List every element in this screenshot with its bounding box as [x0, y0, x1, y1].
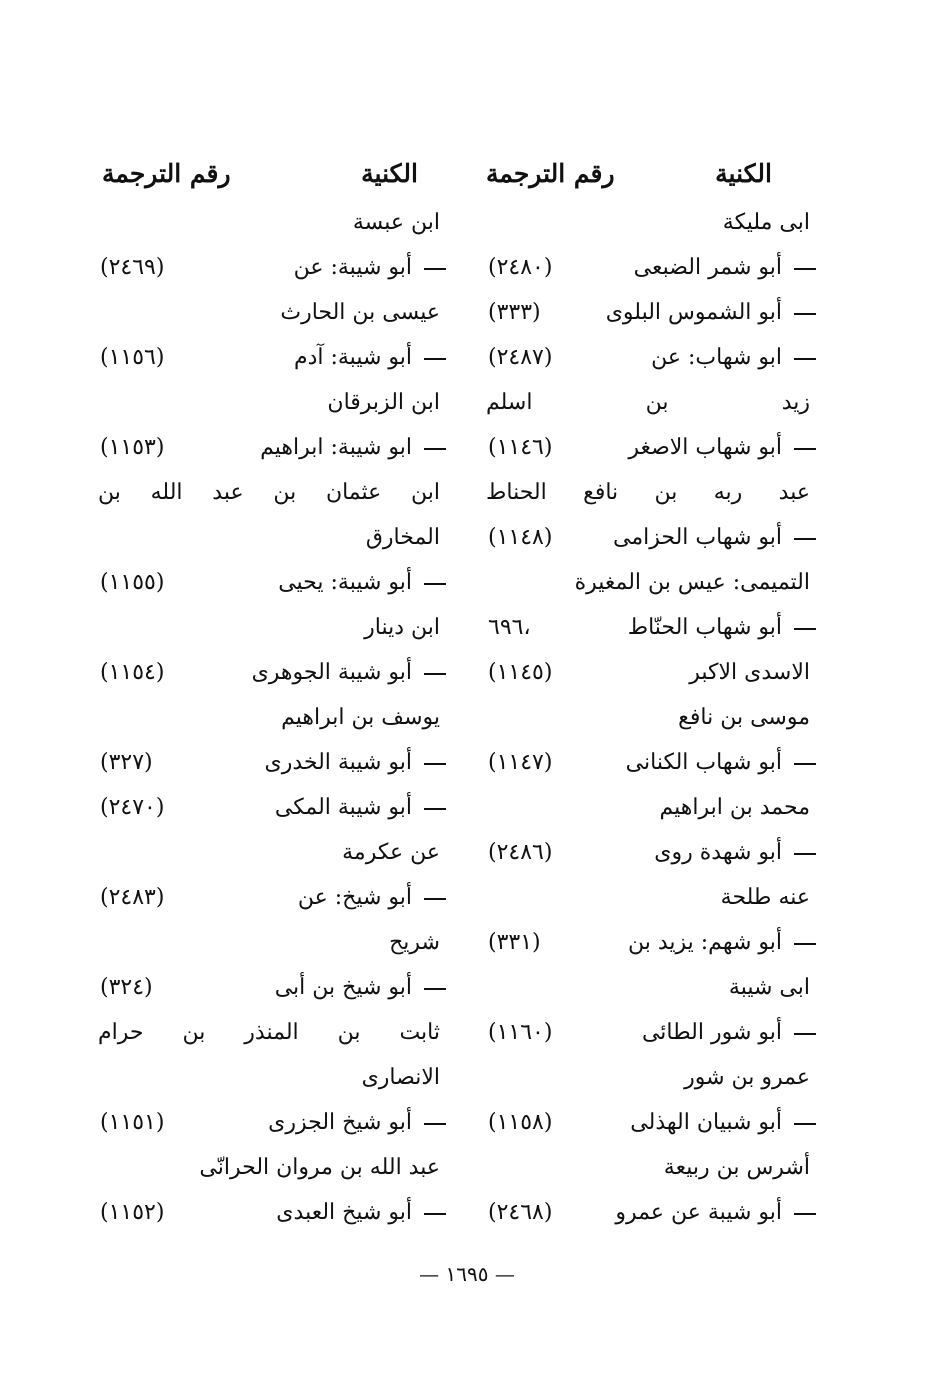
header-entry-number: رقم الترجمة: [486, 158, 615, 188]
entry-number: (١١٥٢): [100, 1200, 165, 1225]
entry-name: عبد الله بن مروان الحرانّى: [199, 1155, 440, 1180]
entry-number: (٢٤٧٠): [100, 795, 165, 820]
entry-dash: [424, 763, 446, 765]
entry-row: [486, 560, 816, 605]
entry-number: (١١٤٦): [488, 435, 553, 460]
entry-row: [486, 740, 816, 785]
entry-name: عمرو بن شور: [684, 1065, 810, 1090]
entry-row: [486, 290, 816, 335]
entry-number: (٢٤٦٩): [100, 255, 165, 280]
entry-name: ابن دينار: [364, 615, 440, 640]
entry-row: [486, 605, 816, 650]
column-header: [486, 150, 816, 196]
entry-dash: [424, 673, 446, 675]
entry-name: أشرس بن ربيعة: [663, 1155, 810, 1180]
entry-number: (٣٣٣): [488, 300, 541, 325]
entry-dash: [794, 1213, 816, 1215]
entry-name: أبو الشموس البلوى: [605, 300, 782, 325]
entry-dash: [424, 988, 446, 990]
entry-name: الانصارى: [361, 1065, 440, 1090]
entry-dash: [424, 898, 446, 900]
entry-row: [486, 380, 816, 425]
entry-row: [98, 560, 446, 605]
entry-name: أبو شبيان الهذلى: [630, 1110, 782, 1135]
entry-number: (٢٤٨٣): [100, 885, 165, 910]
entry-row: [98, 1145, 446, 1190]
entry-dash: [794, 268, 816, 270]
entry-dash: [794, 1033, 816, 1035]
entry-name: أبو شهاب الحزامى: [613, 525, 782, 550]
entry-row: [98, 425, 446, 470]
entry-row: [98, 200, 446, 245]
entry-number: (٢٤٨٠): [488, 255, 553, 280]
entry-name: أبو شيخ الجزرى: [268, 1110, 412, 1135]
entry-row: [98, 920, 446, 965]
entry-name: أبو شور الطائى: [641, 1020, 782, 1045]
entry-name: الاسدى الاكبر: [689, 660, 810, 685]
entry-number: (١١٥٦): [100, 345, 165, 370]
entry-name: ابن عثمان بن عبد الله بن: [98, 480, 440, 505]
entry-row: [98, 1190, 446, 1235]
entry-name: أبو شيبة: آدم: [293, 345, 412, 370]
entry-name: أبو شهاب الحنّاط: [627, 615, 782, 640]
entry-row: [486, 1010, 816, 1055]
entry-name: ابى مليكة: [722, 210, 810, 235]
entry-row: [486, 920, 816, 965]
entry-name: شريح: [389, 930, 440, 955]
entry-number: (١١٥٥): [100, 570, 165, 595]
entry-row: [486, 1190, 816, 1235]
entry-row: [486, 785, 816, 830]
entry-number: (١١٦٠): [488, 1020, 553, 1045]
entry-row: [486, 200, 816, 245]
entry-row: [98, 1100, 446, 1145]
entry-row: [98, 515, 446, 560]
entry-name: أبو شهدة روى: [654, 840, 782, 865]
entry-name: أبو شيبة: يحيى: [278, 570, 412, 595]
entry-row: [98, 875, 446, 920]
entry-name: ابن الزبرقان: [327, 390, 440, 415]
entry-row: [98, 830, 446, 875]
entry-number: (١١٤٨): [488, 525, 553, 550]
entry-dash: [794, 1123, 816, 1125]
entry-name: ابى شيبة: [728, 975, 810, 1000]
entry-row: [486, 425, 816, 470]
entry-name: أبو شيبة عن عمرو: [615, 1200, 782, 1225]
entry-list: [98, 200, 446, 1235]
entry-dash: [794, 628, 816, 630]
entry-name: عبد ربه بن نافع الحناط: [486, 480, 810, 505]
entry-number: (١١٥٣): [100, 435, 165, 460]
left-column: [98, 150, 446, 1235]
entry-row: [98, 1055, 446, 1100]
entry-row: [98, 290, 446, 335]
entry-row: [486, 650, 816, 695]
entry-dash: [794, 763, 816, 765]
entry-row: [486, 830, 816, 875]
entry-row: [98, 965, 446, 1010]
entry-dash: [424, 583, 446, 585]
entry-number: (٢٤٨٦): [488, 840, 553, 865]
entry-name: أبو شمر الضبعى: [633, 255, 782, 280]
entry-number: (٢٤٦٨): [488, 1200, 553, 1225]
header-kunya: الكنية: [715, 158, 772, 188]
entry-dash: [424, 448, 446, 450]
entry-row: [486, 1145, 816, 1190]
entry-name: عيسى بن الحارث: [280, 300, 440, 325]
entry-name: أبو شيبة المكى: [274, 795, 412, 820]
entry-row: [98, 245, 446, 290]
entry-name: أبو شيخ العبدى: [276, 1200, 412, 1225]
entry-dash: [794, 538, 816, 540]
entry-row: [486, 695, 816, 740]
entry-name: أبو شيبة الخدرى: [264, 750, 412, 775]
entry-name: أبو شهاب الاصغر: [628, 435, 782, 460]
entry-number: (١١٤٥): [488, 660, 553, 685]
entry-name: عنه طلحة: [720, 885, 810, 910]
page-number: — ١٦٩٥ —: [419, 1262, 515, 1286]
entry-number: (١١٥١): [100, 1110, 165, 1135]
entry-number: ٦٩٦،: [488, 615, 531, 640]
entry-name: ابو شيبة: ابراهيم: [260, 435, 412, 460]
entry-name: أبو شهم: يزيد بن: [627, 930, 782, 955]
entry-dash: [794, 943, 816, 945]
header-kunya: الكنية: [361, 158, 418, 188]
entry-row: [486, 965, 816, 1010]
right-column: [486, 150, 816, 1235]
entry-dash: [424, 1213, 446, 1215]
entry-name: أبو شيخ بن أبى: [274, 975, 412, 1000]
entry-dash: [794, 358, 816, 360]
entry-row: [486, 335, 816, 380]
entry-dash: [794, 313, 816, 315]
entry-dash: [424, 1123, 446, 1125]
entry-name: عن عكرمة: [342, 840, 440, 865]
entry-row: [98, 1010, 446, 1055]
entry-name: ابن عبسة: [352, 210, 440, 235]
entry-dash: [794, 448, 816, 450]
entry-name: موسى بن نافع: [678, 705, 810, 730]
entry-number: (٢٤٨٧): [488, 345, 553, 370]
entry-dash: [424, 268, 446, 270]
entry-row: [98, 335, 446, 380]
entry-name: يوسف بن ابراهيم: [281, 705, 440, 730]
entry-name: أبو شيخ: عن: [297, 885, 412, 910]
entry-name: أبو شيبة: عن: [293, 255, 412, 280]
entry-row: [98, 740, 446, 785]
entry-row: [486, 1055, 816, 1100]
entry-row: [98, 785, 446, 830]
entry-row: [98, 605, 446, 650]
entry-dash: [424, 358, 446, 360]
entry-dash: [424, 808, 446, 810]
entry-row: [98, 470, 446, 515]
entry-list: [486, 200, 816, 1235]
entry-row: [98, 650, 446, 695]
column-header: [98, 150, 446, 196]
entry-name: أبو شهاب الكنانى: [625, 750, 782, 775]
entry-name: زيد بن اسلم: [486, 390, 810, 415]
entry-name: أبو شيبة الجوهرى: [251, 660, 412, 685]
entry-number: (٣٣١): [488, 930, 541, 955]
entry-row: [486, 1100, 816, 1145]
entry-row: [486, 875, 816, 920]
entry-name: المخارق: [365, 525, 440, 550]
entry-number: (٣٢٤): [100, 975, 153, 1000]
entry-name: التميمى: عيس بن المغيرة: [574, 570, 810, 595]
entry-number: (٣٢٧): [100, 750, 153, 775]
entry-row: [98, 380, 446, 425]
entry-number: (١١٤٧): [488, 750, 553, 775]
entry-name: ثابت بن المنذر بن حرام: [98, 1020, 440, 1045]
header-entry-number: رقم الترجمة: [102, 158, 231, 188]
entry-dash: [794, 853, 816, 855]
entry-row: [98, 695, 446, 740]
entry-number: (١١٥٤): [100, 660, 165, 685]
entry-row: [486, 470, 816, 515]
entry-row: [486, 515, 816, 560]
entry-number: (١١٥٨): [488, 1110, 553, 1135]
entry-name: ابو شهاب: عن: [651, 345, 782, 370]
entry-name: محمد بن ابراهيم: [659, 795, 810, 820]
entry-row: [486, 245, 816, 290]
